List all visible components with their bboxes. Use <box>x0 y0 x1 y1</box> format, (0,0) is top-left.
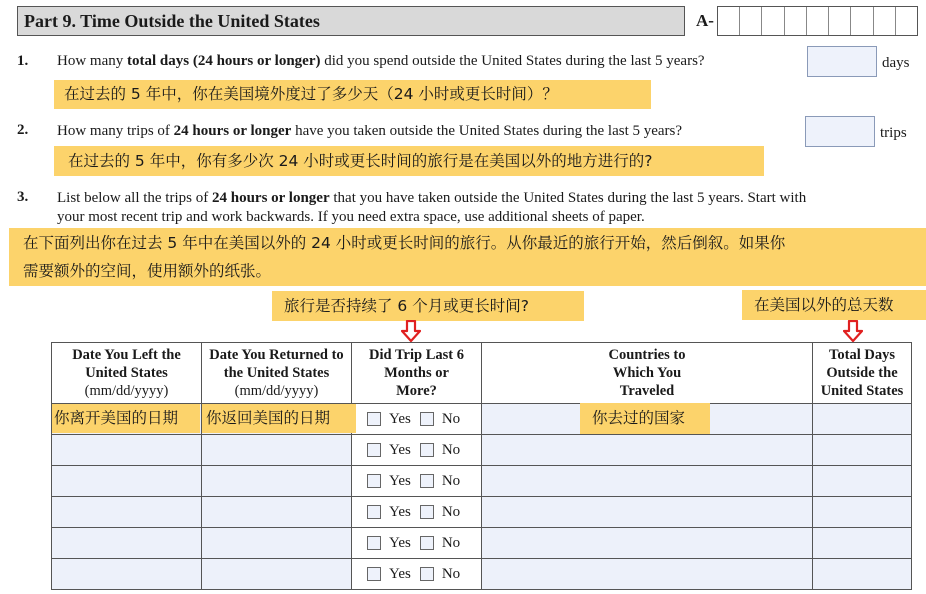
date-returned-input[interactable] <box>202 559 352 590</box>
six-months-options <box>352 528 482 559</box>
yes-label: Yes <box>389 534 411 551</box>
date-returned-input[interactable] <box>202 528 352 559</box>
question-3-text: List below all the trips of 24 hours or longer that you have taken outside the United States during the last 5 years. Start with your most recent trip and work backwards. If you need extra space, use additional sheets of paper. <box>57 190 807 225</box>
no-label: No <box>441 441 461 458</box>
table-row <box>52 528 912 559</box>
no-checkbox[interactable] <box>420 443 434 457</box>
a-number-digit-box[interactable] <box>873 7 895 35</box>
yes-checkbox[interactable] <box>367 536 381 550</box>
yes-label: Yes <box>389 410 411 427</box>
question-3-number: 3. <box>17 189 29 205</box>
no-label: No <box>441 503 461 520</box>
table-header-row <box>52 343 912 404</box>
yes-checkbox[interactable] <box>367 412 381 426</box>
countries-input[interactable] <box>482 528 813 559</box>
trips-table <box>51 342 912 590</box>
a-number-digit-box[interactable] <box>718 7 739 35</box>
date-left-input[interactable] <box>52 466 202 497</box>
six-months-callout: 旅行是否持续了 6 个月或更长时间? <box>272 291 584 321</box>
days-unit-label: days <box>882 55 910 71</box>
table-row <box>52 466 912 497</box>
yes-label: Yes <box>389 441 411 458</box>
six-months-header: Did Trip Last 6 Months or More? <box>352 343 482 404</box>
date-left-header: Date You Left the United States (mm/dd/yyyy) <box>52 343 202 404</box>
yes-checkbox[interactable] <box>367 443 381 457</box>
a-number-digit-box[interactable] <box>739 7 761 35</box>
a-number-digit-box[interactable] <box>850 7 872 35</box>
date-left-input[interactable] <box>52 559 202 590</box>
a-number-input[interactable] <box>717 6 918 36</box>
date-left-input[interactable] <box>52 497 202 528</box>
date-left-input[interactable] <box>52 435 202 466</box>
question-1-text: How many total days (24 hours or longer) did you spend outside the United States during the last 5 years? <box>57 53 705 69</box>
question-3-translation-line-2: 需要额外的空间，使用额外的纸张。 <box>23 262 272 280</box>
total-days-header: Total Days Outside the United States <box>813 343 912 404</box>
yes-label: Yes <box>389 472 411 489</box>
yes-checkbox[interactable] <box>367 505 381 519</box>
no-checkbox[interactable] <box>420 474 434 488</box>
no-checkbox[interactable] <box>420 412 434 426</box>
total-days-row-input[interactable] <box>813 435 912 466</box>
total-days-row-input[interactable] <box>813 404 912 435</box>
question-2-translation: 在过去的 5 年中，你有多少次 24 小时或更长时间的旅行是在美国以外的地方进行的? <box>54 146 764 176</box>
date-returned-input[interactable] <box>202 466 352 497</box>
a-number-digit-box[interactable] <box>828 7 850 35</box>
six-months-options <box>352 435 482 466</box>
no-label: No <box>441 534 461 551</box>
question-3-translation-line-1: 在下面列出你在过去 5 年中在美国以外的 24 小时或更长时间的旅行。从你最近的旅行开始，然后倒叙。如果你 <box>23 234 786 252</box>
table-row <box>52 497 912 528</box>
table-row <box>52 435 912 466</box>
a-number-digit-box[interactable] <box>784 7 806 35</box>
countries-input[interactable] <box>482 559 813 590</box>
no-label: No <box>441 410 461 427</box>
no-checkbox[interactable] <box>420 567 434 581</box>
total-days-callout: 在美国以外的总天数 <box>742 290 926 320</box>
question-1-number: 1. <box>17 53 29 69</box>
countries-input[interactable] <box>482 497 813 528</box>
total-days-input[interactable] <box>807 46 877 77</box>
no-label: No <box>441 565 461 582</box>
date-left-input[interactable] <box>52 528 202 559</box>
six-months-options <box>352 559 482 590</box>
a-number-digit-box[interactable] <box>806 7 828 35</box>
date-left-callout: 你离开美国的日期 <box>52 404 200 433</box>
six-months-options <box>352 497 482 528</box>
question-1-translation: 在过去的 5 年中，你在美国境外度过了多少天（24 小时或更长时间）？ <box>54 80 651 109</box>
six-months-options <box>352 466 482 497</box>
six-months-options <box>352 404 482 435</box>
table-row <box>52 559 912 590</box>
countries-input[interactable] <box>482 466 813 497</box>
countries-input[interactable] <box>482 435 813 466</box>
no-checkbox[interactable] <box>420 505 434 519</box>
a-number-label: A- <box>696 11 714 30</box>
a-number-digit-box[interactable] <box>761 7 783 35</box>
total-days-row-input[interactable] <box>813 497 912 528</box>
date-returned-header: Date You Returned to the United States (mm/dd/yyyy) <box>202 343 352 404</box>
total-days-row-input[interactable] <box>813 528 912 559</box>
yes-checkbox[interactable] <box>367 567 381 581</box>
no-label: No <box>441 472 461 489</box>
total-trips-input[interactable] <box>805 116 875 147</box>
a-number-digit-box[interactable] <box>895 7 917 35</box>
no-checkbox[interactable] <box>420 536 434 550</box>
question-2-text: How many trips of 24 hours or longer have you taken outside the United States during the last 5 years? <box>57 123 683 139</box>
arrow-down-icon <box>401 320 421 342</box>
yes-checkbox[interactable] <box>367 474 381 488</box>
yes-label: Yes <box>389 565 411 582</box>
question-3-translation <box>9 228 926 286</box>
yes-label: Yes <box>389 503 411 520</box>
question-2-number: 2. <box>17 122 29 138</box>
arrow-down-icon <box>843 320 863 342</box>
countries-header: Countries to Which You Traveled <box>482 343 813 404</box>
total-days-row-input[interactable] <box>813 466 912 497</box>
date-returned-input[interactable] <box>202 435 352 466</box>
total-days-row-input[interactable] <box>813 559 912 590</box>
date-returned-input[interactable] <box>202 497 352 528</box>
date-returned-callout: 你返回美国的日期 <box>202 404 356 433</box>
trips-unit-label: trips <box>880 125 907 141</box>
part-title: Part 9. Time Outside the United States <box>17 6 685 36</box>
countries-callout: 你去过的国家 <box>580 403 710 434</box>
